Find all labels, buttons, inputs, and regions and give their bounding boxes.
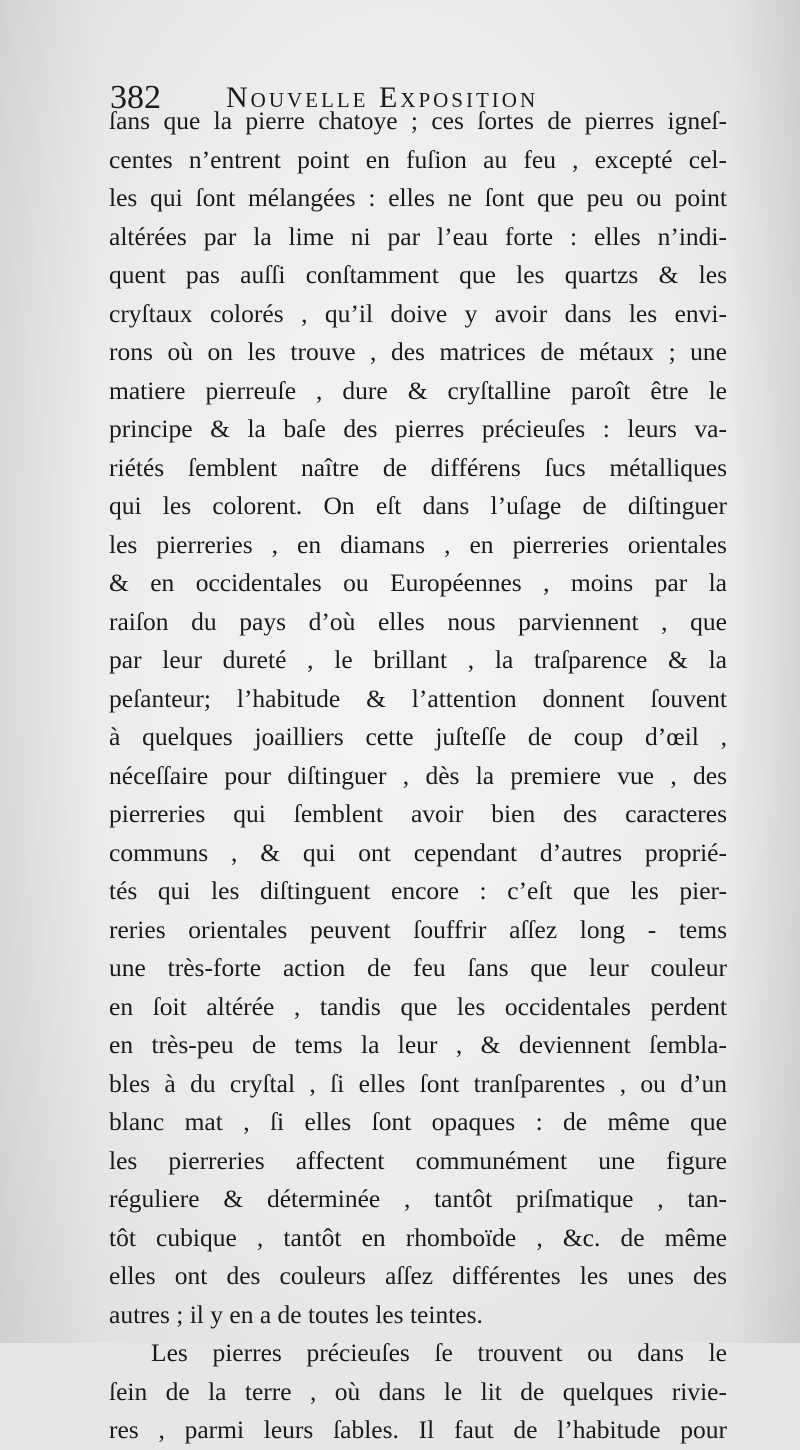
edge-shadow (730, 0, 800, 1343)
text-line: tôt cubique , tantôt en rhomboïde , &c. de même (109, 1222, 727, 1252)
text-line: elles ont des couleurs aſſez différentes les unes des (109, 1261, 727, 1290)
text-line: bles à du cryſtal , ſi elles ſont tranſparentes , ou d’un (109, 1068, 727, 1098)
text-line: principe & la baſe des pierres précieuſes : leurs va- (109, 414, 727, 443)
text-line: blanc mat , ſi elles ſont opaques : de même que (109, 1107, 727, 1136)
text-line: & en occidentales ou Européennes , moins par la (109, 568, 727, 597)
text-line: peſanteur; l’habitude & l’attention donnent ſouvent (109, 683, 727, 713)
text-line: rons où on les trouve , des matrices de métaux ; une (109, 337, 727, 366)
gutter-shadow (0, 0, 100, 1343)
body-text (109, 102, 727, 1450)
text-line: raiſon du pays d’où elles nous parviennent , que (109, 606, 727, 636)
text-line: en ſoit altérée , tandis que les occidentales perdent (109, 991, 727, 1021)
running-title: Nouvelle Exposition (226, 81, 539, 114)
text-line: par leur dureté , le brillant , la traſparence & la (109, 645, 727, 674)
text-line: tés qui les diſtinguent encore : c’eſt que les pier- (109, 876, 727, 905)
page-number: 382 (110, 79, 161, 116)
text-line: riétés ſemblent naître de différens ſucs métalliques (109, 452, 727, 482)
text-line: pierreries qui ſemblent avoir bien des caracteres (109, 799, 727, 828)
text-line: en très-peu de tems la leur , & deviennent ſembla- (109, 1030, 727, 1059)
text-line: ſans que la pierre chatoye ; ces ſortes de pierres igneſ- (109, 106, 727, 135)
text-line: néceſſaire pour diſtinguer , dès la premiere vue , des (109, 760, 727, 790)
text-line: à quelques joailliers cette juſteſſe de coup d’œil , (109, 722, 727, 751)
text-line: réguliere & déterminée , tantôt priſmatique , tan- (109, 1184, 727, 1213)
text-line: communs , & qui ont cependant d’autres proprié- (109, 837, 727, 867)
text-line: altérées par la lime ni par l’eau forte : elles n’indi- (109, 221, 727, 251)
text-line: les pierreries affectent communément une figure (109, 1145, 727, 1175)
text-line: quent pas auſſi conſtamment que les quartzs & les (109, 260, 727, 289)
text-line: les pierreries , en diamans , en pierreries orientales (109, 529, 727, 559)
text-line: centes n’entrent point en fuſion au feu , excepté cel- (109, 144, 727, 174)
text-line: autres ; il y en a de toutes les teintes. (109, 1299, 483, 1329)
text-line: qui les colorent. On eſt dans l’uſage de diſtinguer (109, 491, 727, 520)
text-line: reries orientales peuvent ſouffrir aſſez long - tems (109, 914, 727, 944)
paragraph-start-line: Les pierres précieuſes ſe trouvent ou dans le (151, 1338, 727, 1367)
text-line: res , parmi leurs ſables. Il faut de l’habitude pour (109, 1415, 727, 1444)
text-line: les qui ſont mélangées : elles ne ſont que peu ou point (109, 183, 727, 212)
text-line: matiere pierreuſe , dure & cryſtalline paroît être le (109, 375, 727, 405)
text-line: une très-forte action de feu ſans que leur couleur (109, 953, 727, 982)
text-line: ſein de la terre , où dans le lit de quelques rivie- (109, 1376, 727, 1406)
text-line: cryſtaux colorés , qu’il doive y avoir dans les envi- (109, 298, 727, 328)
